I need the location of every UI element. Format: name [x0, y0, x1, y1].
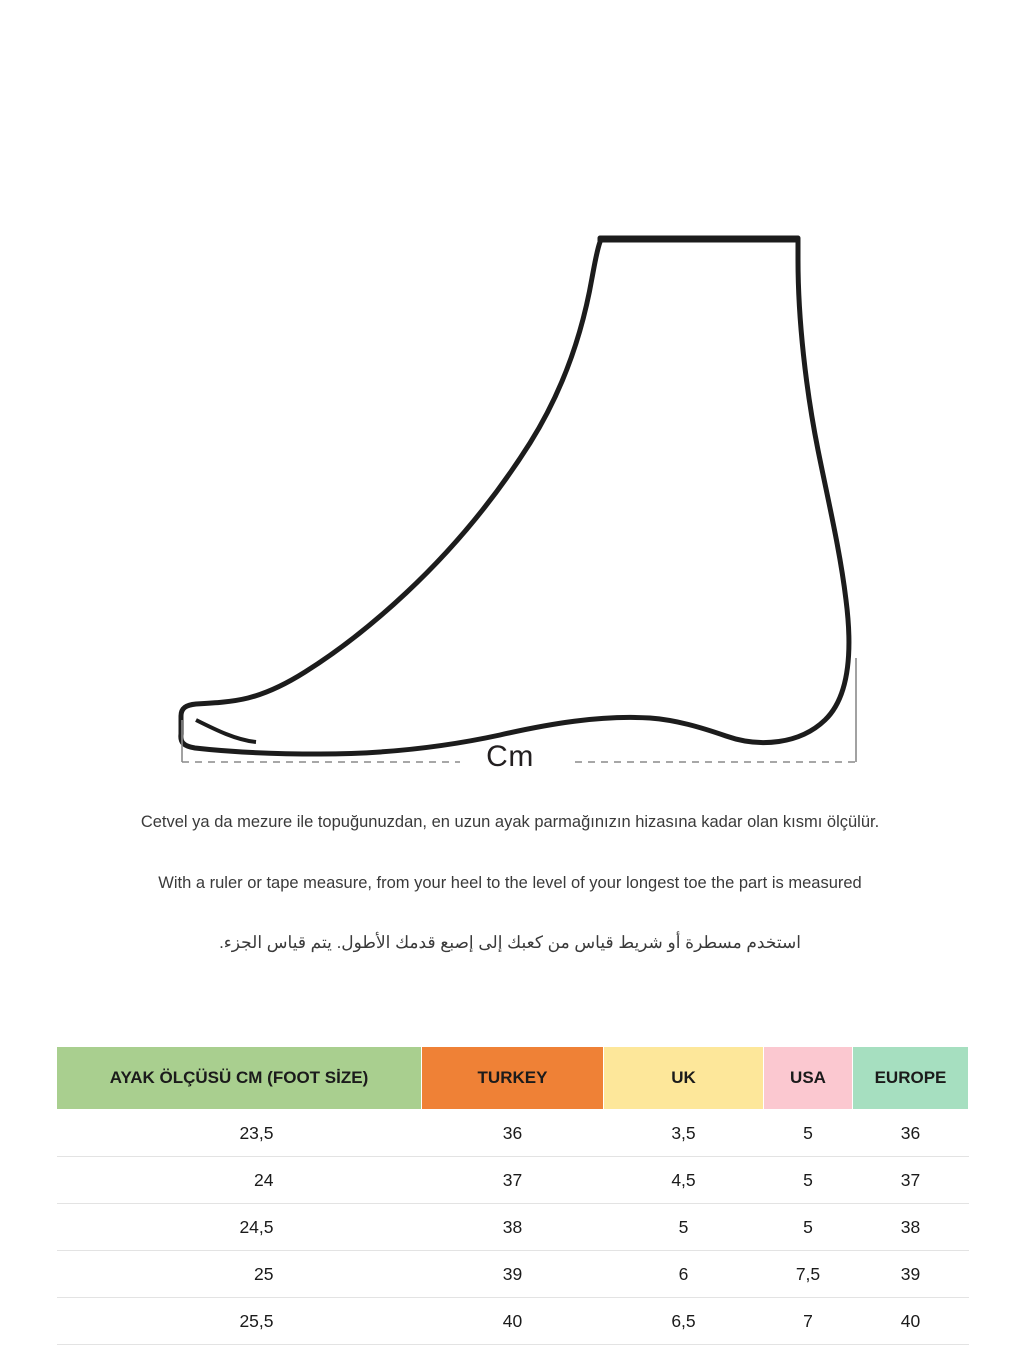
header-turkey: TURKEY: [422, 1047, 604, 1110]
header-foot-size: AYAK ÖLÇÜSÜ CM (FOOT SİZE): [57, 1047, 422, 1110]
cell-turkey: 40: [422, 1298, 604, 1345]
cell-turkey: 37: [422, 1157, 604, 1204]
size-table-container: [56, 1046, 968, 1345]
size-conversion-table: [56, 1046, 969, 1345]
caption-turkish: Cetvel ya da mezure ile topuğunuzdan, en uzun ayak parmağınızın hizasına kadar olan kısmı ölçülür.: [140, 813, 880, 831]
cell-usa: 7,5: [764, 1251, 853, 1298]
cell-europe: 38: [853, 1204, 969, 1251]
cell-turkey: 38: [422, 1204, 604, 1251]
cell-foot-size: 24,5: [57, 1204, 422, 1251]
header-uk: UK: [604, 1047, 764, 1110]
cell-foot-size: 25: [57, 1251, 422, 1298]
foot-outline-svg: [0, 200, 1020, 800]
table-row: [57, 1157, 969, 1204]
cell-foot-size: 23,5: [57, 1110, 422, 1157]
cell-foot-size: 25,5: [57, 1298, 422, 1345]
cell-europe: 37: [853, 1157, 969, 1204]
cell-usa: 7: [764, 1298, 853, 1345]
header-europe: EUROPE: [853, 1047, 969, 1110]
caption-english: With a ruler or tape measure, from your heel to the level of your longest toe the part is measured: [158, 874, 862, 892]
cell-uk: 3,5: [604, 1110, 764, 1157]
cell-foot-size: 24: [57, 1157, 422, 1204]
caption-arabic: استخدم مسطرة أو شريط قياس من كعبك إلى إصبع قدمك الأطول. يتم قياس الجزء.: [219, 933, 801, 952]
cell-turkey: 36: [422, 1110, 604, 1157]
table-row: [57, 1110, 969, 1157]
cell-europe: 40: [853, 1298, 969, 1345]
instruction-captions: [60, 810, 960, 956]
cell-uk: 4,5: [604, 1157, 764, 1204]
cell-usa: 5: [764, 1204, 853, 1251]
cell-uk: 6,5: [604, 1298, 764, 1345]
header-usa: USA: [764, 1047, 853, 1110]
cm-measurement-label: Cm: [486, 740, 534, 773]
foot-diagram: [0, 200, 1020, 800]
cell-europe: 36: [853, 1110, 969, 1157]
table-row: [57, 1204, 969, 1251]
table-header-row: [57, 1047, 969, 1110]
cell-europe: 39: [853, 1251, 969, 1298]
cell-turkey: 39: [422, 1251, 604, 1298]
cell-usa: 5: [764, 1157, 853, 1204]
table-row: [57, 1251, 969, 1298]
cell-usa: 5: [764, 1110, 853, 1157]
cell-uk: 6: [604, 1251, 764, 1298]
table-row: [57, 1298, 969, 1345]
cell-uk: 5: [604, 1204, 764, 1251]
